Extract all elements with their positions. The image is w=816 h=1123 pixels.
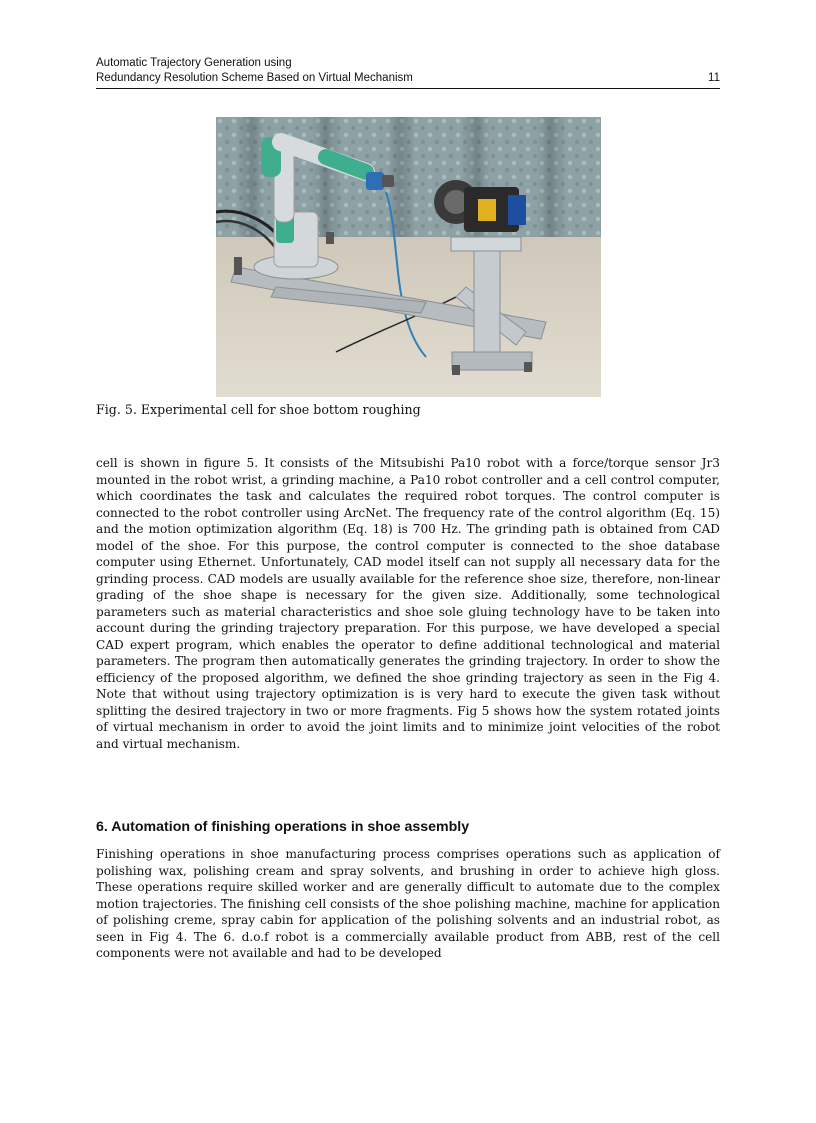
section-heading: 6. Automation of finishing operations in shoe assembly — [96, 819, 470, 835]
section-paragraph — [96, 846, 720, 962]
section-paragraph-text: Finishing operations in shoe manufacturing process comprises operations such as application of polishing wax, polishing cream and spray solvents, and brushing in order to achieve high gloss. These operations require skilled worker and are generally difficult to automate due to the complex motion trajectories. The finishing cell consists of the shoe polishing machine, machine for application of polishing creme, spray cabin for application of the polishing solvents and an industrial robot, as seen in Fig 4. The 6. d.o.f robot is a commercially available product from ABB, rest of the cell components were not available and had to be developed — [96, 847, 720, 960]
force-torque-sensor — [366, 172, 384, 190]
body-paragraph — [96, 455, 720, 752]
figure-caption: Fig. 5. Experimental cell for shoe bottom roughing — [96, 402, 421, 417]
figure-photo — [216, 117, 601, 397]
header-rule — [96, 88, 720, 89]
body-paragraph-text: cell is shown in figure 5. It consists of the Mitsubishi Pa10 robot with a force/torque sensor Jr3 mounted in the robot wrist, a grinding machine, a Pa10 robot controller and a cell control computer, which coordinates the task and calculates the required robot torques. The control computer is connected to the robot controller using ArcNet. The frequency rate of the control algorithm (Eq. 15) and the motion optimization algorithm (Eq. 18) is 700 Hz. The grinding path is obtained from CAD model of the shoe. For this purpose, the control computer is connected to the shoe database computer using Ethernet. Unfortunately, CAD model itself can not supply all necessary data for the grinding process. CAD models are usually available for the reference shoe size, therefore, non-linear grading of the shoe shape is necessary for the given size. Additionally, some technological parameters such as material characteristics and shoe sole gluing technology have to be taken into account during the grinding trajectory preparation. For this purpose, we have developed a special CAD expert program, which enables the operator to define additional technological and material parameters. The program then automatically generates the grinding trajectory. In order to show the efficiency of the proposed algorithm, we defined the shoe grinding trajectory as seen in the Fig 4. Note that without using trajectory optimization is is very hard to execute the given task without splitting the desired trajectory in two or more fragments. Fig 5 shows how the system rotated joints of virtual mechanism in order to avoid the joint limits and to minimize joint velocities of the robot and virtual mechanism. — [96, 456, 720, 751]
running-head-title-line1: Automatic Trajectory Generation using — [96, 57, 292, 69]
running-head — [96, 56, 720, 86]
experimental-cell-photo — [216, 117, 601, 397]
running-head-title-line2: Redundancy Resolution Scheme Based on Virtual Mechanism — [96, 72, 413, 84]
grinder-stand — [474, 242, 500, 357]
page-number: 11 — [708, 72, 720, 84]
